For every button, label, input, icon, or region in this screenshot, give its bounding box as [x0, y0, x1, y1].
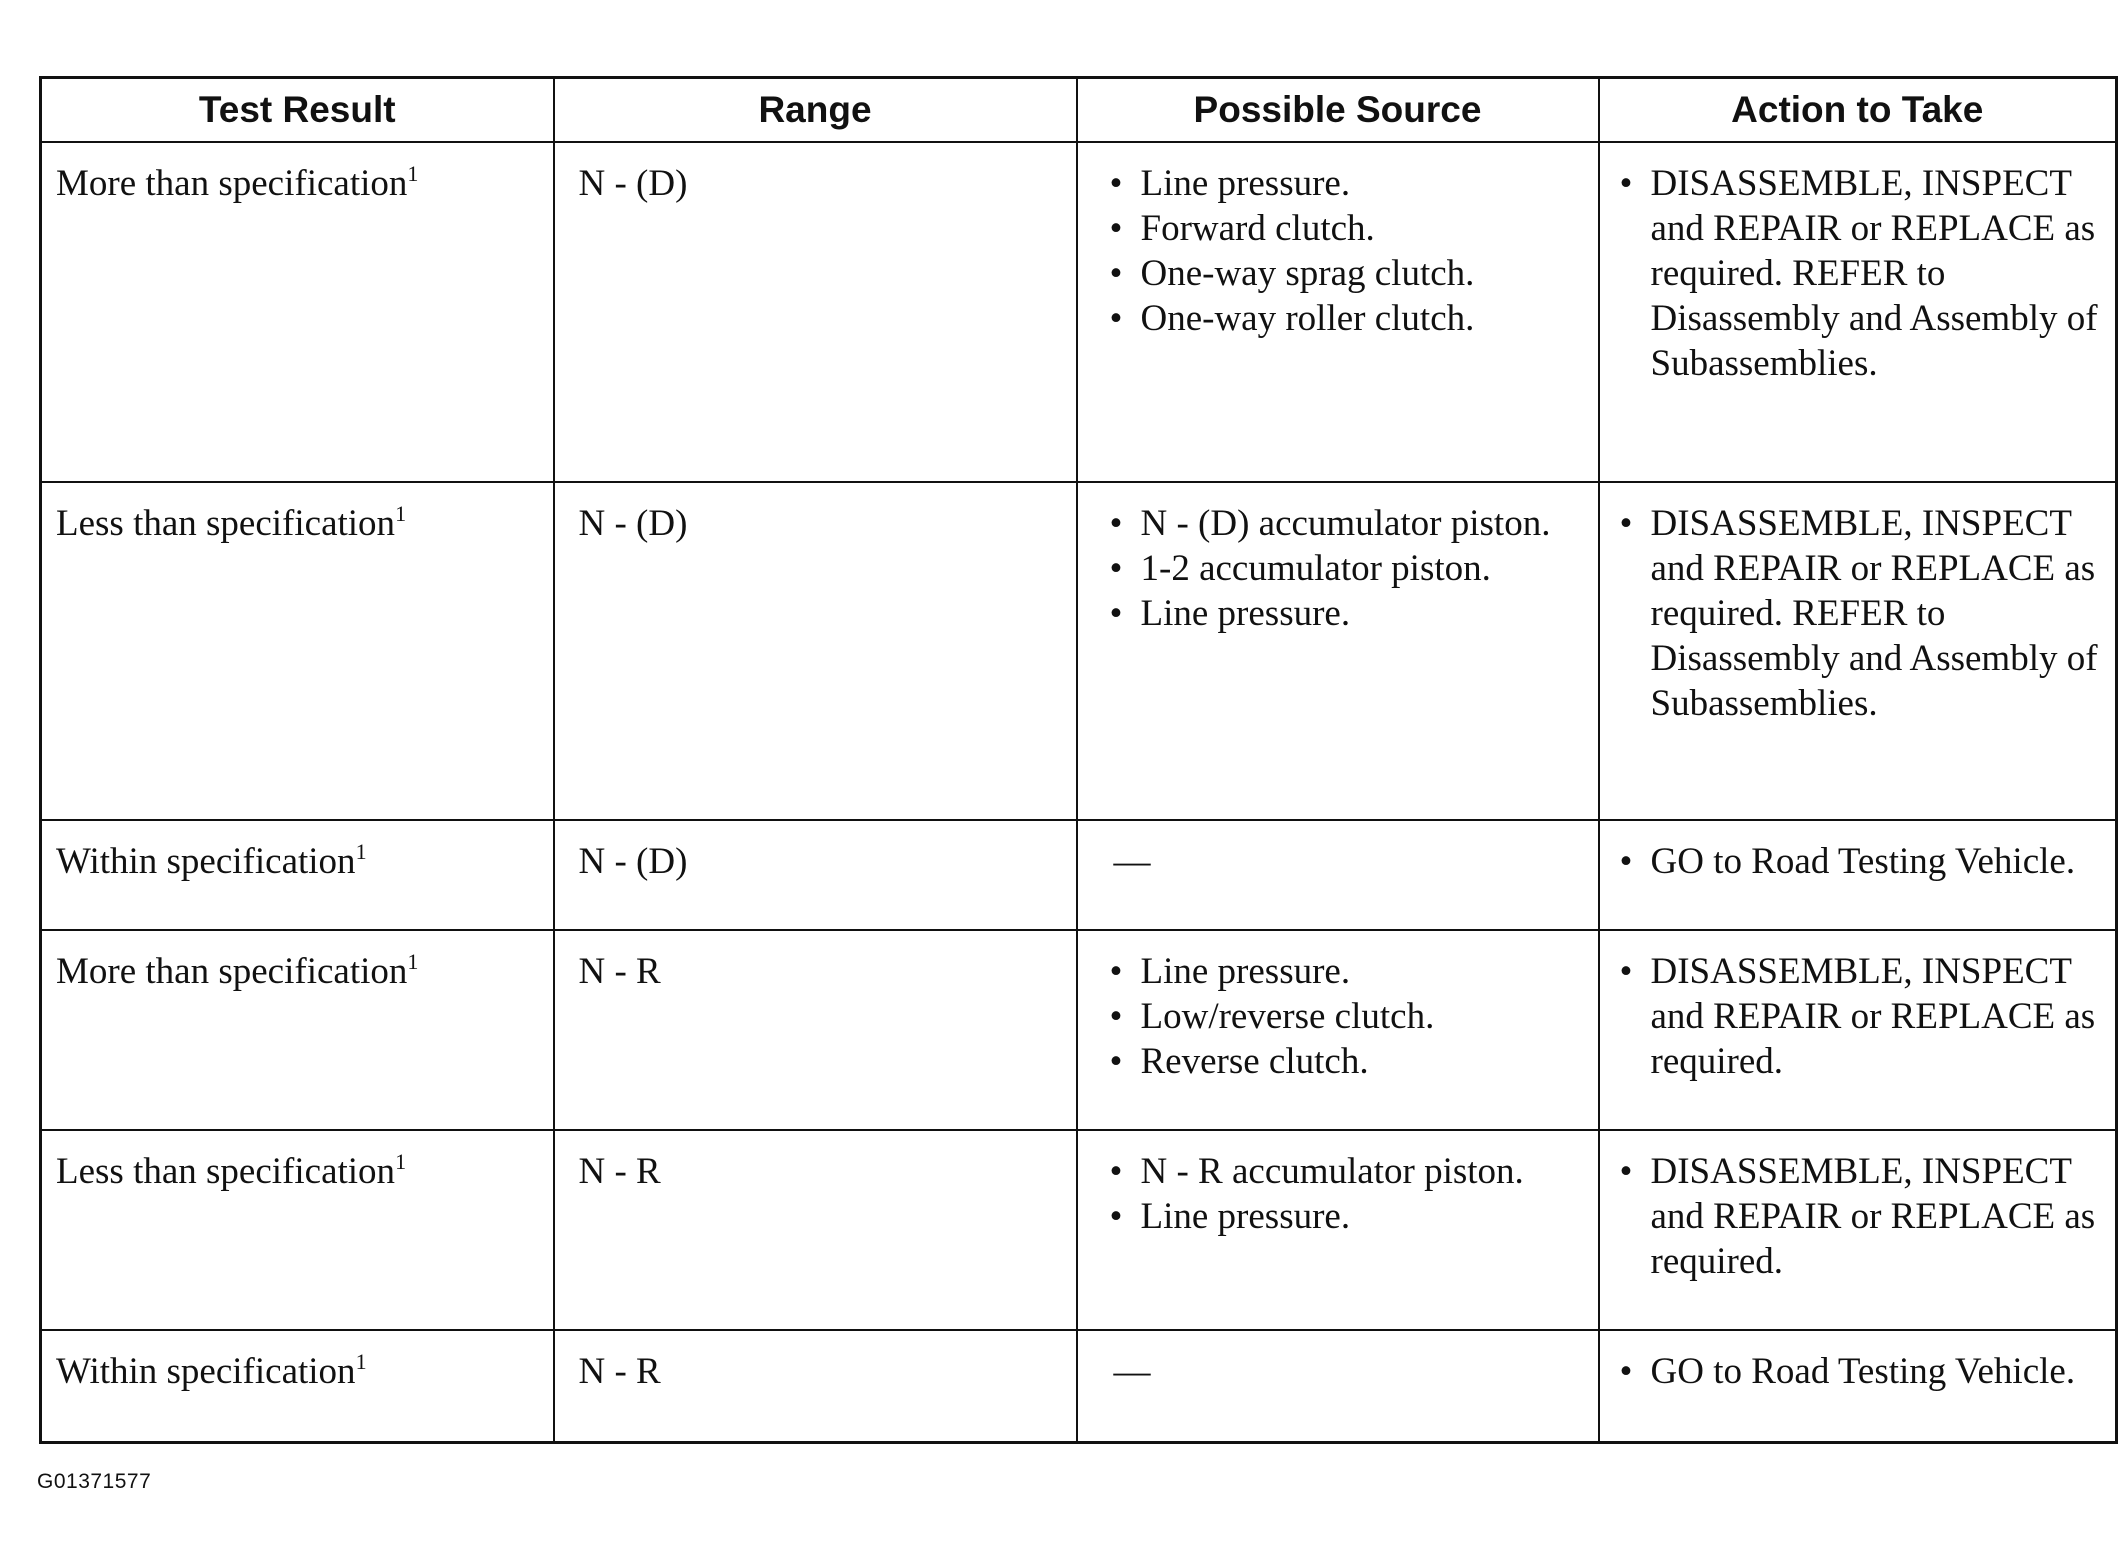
source-item: • Line pressure. [1110, 949, 1586, 994]
test-result-text: Less than specification [56, 503, 396, 544]
table-row [41, 820, 2117, 930]
range-cell: N - (D) [554, 142, 1077, 482]
header-row [41, 78, 2117, 143]
action-list [1614, 161, 2104, 386]
action-cell [1599, 820, 2117, 930]
action-item: • DISASSEMBLE, INSPECT and REPAIR or REPLACE as required. REFER to Disassembly and Assembly of Subassemblies. [1620, 501, 2104, 726]
action-cell [1599, 142, 2117, 482]
possible-source-cell [1077, 482, 1599, 820]
source-item: • Forward clutch. [1110, 206, 1586, 251]
range-cell: N - R [554, 930, 1077, 1130]
source-item: • N - R accumulator piston. [1110, 1149, 1586, 1194]
no-source-dash: — [1113, 1351, 1151, 1392]
footnote-marker: 1 [407, 161, 419, 186]
footnote-marker: 1 [355, 1349, 367, 1374]
footnote-marker: 1 [407, 949, 419, 974]
source-item: • Line pressure. [1110, 591, 1586, 636]
source-item: • One-way roller clutch. [1110, 296, 1586, 341]
header-action-to-take: Action to Take [1599, 78, 2117, 143]
table-row [41, 482, 2117, 820]
no-source-dash: — [1113, 841, 1151, 882]
spec-table [39, 76, 2118, 1444]
source-item: • One-way sprag clutch. [1110, 251, 1586, 296]
table-row [41, 142, 2117, 482]
action-item: • DISASSEMBLE, INSPECT and REPAIR or REPLACE as required. REFER to Disassembly and Assembly of Subassemblies. [1620, 161, 2104, 386]
footnote-marker: 1 [355, 839, 367, 864]
possible-source-cell [1077, 1130, 1599, 1330]
range-cell: N - R [554, 1330, 1077, 1442]
action-cell [1599, 482, 2117, 820]
source-item: • N - (D) accumulator piston. [1110, 501, 1586, 546]
action-list [1614, 501, 2104, 726]
action-list [1614, 949, 2104, 1084]
action-cell [1599, 1130, 2117, 1330]
header-range: Range [554, 78, 1077, 143]
test-result-text: More than specification [56, 163, 408, 204]
test-result-cell [41, 820, 554, 930]
test-result-text: Less than specification [56, 1151, 396, 1192]
test-result-cell [41, 930, 554, 1130]
table-row [41, 1330, 2117, 1442]
footnote-marker: 1 [395, 1149, 407, 1174]
source-item: • 1-2 accumulator piston. [1110, 546, 1586, 591]
range-cell: N - R [554, 1130, 1077, 1330]
action-cell [1599, 930, 2117, 1130]
test-result-cell [41, 1330, 554, 1442]
source-item: • Reverse clutch. [1110, 1039, 1586, 1084]
footnote-marker: 1 [395, 501, 407, 526]
action-item: • DISASSEMBLE, INSPECT and REPAIR or REPLACE as required. [1620, 1149, 2104, 1284]
range-cell: N - (D) [554, 482, 1077, 820]
header-test-result: Test Result [41, 78, 554, 143]
test-result-cell [41, 1130, 554, 1330]
action-item: • GO to Road Testing Vehicle. [1620, 839, 2104, 884]
test-result-cell [41, 482, 554, 820]
table-row [41, 1130, 2117, 1330]
source-list [1092, 949, 1586, 1084]
action-list [1614, 839, 2104, 884]
source-list [1092, 501, 1586, 636]
possible-source-cell [1077, 142, 1599, 482]
test-result-text: Within specification [56, 841, 356, 882]
source-item: • Line pressure. [1110, 1194, 1586, 1239]
header-possible-source: Possible Source [1077, 78, 1599, 143]
action-list [1614, 1149, 2104, 1284]
source-list [1092, 161, 1586, 341]
possible-source-cell [1077, 820, 1599, 930]
action-item: • DISASSEMBLE, INSPECT and REPAIR or REPLACE as required. [1620, 949, 2104, 1084]
possible-source-cell [1077, 1330, 1599, 1442]
action-list [1614, 1349, 2104, 1394]
test-result-text: More than specification [56, 951, 408, 992]
figure-id-label: G01371577 [37, 1470, 152, 1493]
test-result-text: Within specification [56, 1351, 356, 1392]
source-list [1092, 1149, 1586, 1239]
action-cell [1599, 1330, 2117, 1442]
source-item: • Line pressure. [1110, 161, 1586, 206]
possible-source-cell [1077, 930, 1599, 1130]
source-item: • Low/reverse clutch. [1110, 994, 1586, 1039]
table-row [41, 930, 2117, 1130]
action-item: • GO to Road Testing Vehicle. [1620, 1349, 2104, 1394]
test-result-cell [41, 142, 554, 482]
range-cell: N - (D) [554, 820, 1077, 930]
